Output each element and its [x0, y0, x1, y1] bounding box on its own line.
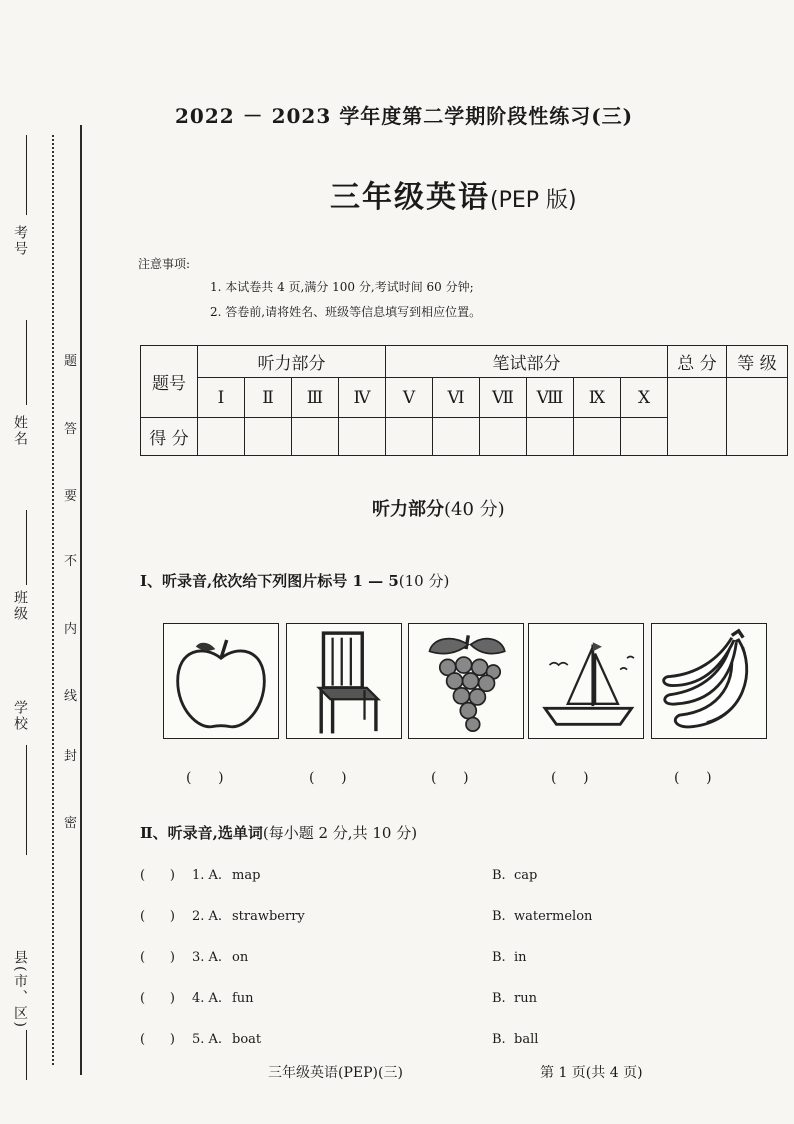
total-score-cell[interactable] — [668, 378, 727, 456]
q2-points: (每小题 2 分,共 10 分) — [262, 824, 418, 842]
score-cell[interactable] — [574, 418, 621, 456]
item-number: 3. A. — [192, 950, 223, 965]
answer-paren[interactable]: ( ) — [140, 950, 175, 965]
option-b-label: B. — [492, 950, 506, 965]
score-cell[interactable] — [433, 418, 480, 456]
q1-heading-text: Ⅰ、听录音,依次给下列图片标号 1 — 5 — [140, 572, 399, 590]
name-label: 姓名 — [12, 415, 28, 447]
seal-char: 密 — [64, 816, 78, 831]
grade-cell[interactable] — [727, 378, 788, 456]
answer-blank[interactable]: ( ) — [186, 770, 224, 786]
col-header: Ⅶ — [480, 378, 527, 418]
seal-char: 要 — [64, 489, 78, 504]
apple-icon — [163, 623, 279, 739]
col-header: Ⅷ — [527, 378, 574, 418]
row-label-number: 题号 — [141, 346, 198, 418]
answer-blank[interactable]: ( ) — [309, 770, 347, 786]
school-blank[interactable] — [26, 745, 27, 855]
footer-title: 三年级英语(PEP)(三) — [268, 1065, 403, 1081]
item-number: 1. A. — [192, 868, 223, 883]
option-a: boat — [232, 1032, 262, 1047]
score-cell[interactable] — [245, 418, 292, 456]
option-b: ball — [514, 1032, 539, 1047]
option-b: watermelon — [514, 909, 593, 924]
col-header: Ⅸ — [574, 378, 621, 418]
notes-heading: 注意事项: — [138, 257, 191, 271]
subtitle-main: 三年级英语 — [330, 180, 490, 215]
item-number: 5. A. — [192, 1032, 223, 1047]
seal-char: 封 — [64, 749, 78, 764]
grade-header: 等 级 — [727, 346, 788, 378]
col-header: Ⅹ — [621, 378, 668, 418]
answer-paren[interactable]: ( ) — [140, 991, 175, 1006]
school-label: 学校 — [12, 700, 28, 732]
score-cell[interactable] — [480, 418, 527, 456]
group-writing: 笔试部分 — [386, 346, 668, 378]
chair-icon — [286, 623, 402, 739]
listening-title: 听力部分 — [372, 499, 444, 520]
answer-blank[interactable]: ( ) — [674, 770, 712, 786]
county-blank[interactable] — [26, 1030, 27, 1080]
listening-section-title — [372, 495, 505, 521]
name-blank[interactable] — [26, 320, 27, 405]
choice-item — [140, 909, 600, 929]
class-label: 班级 — [12, 590, 28, 622]
seal-dotted-line — [52, 135, 54, 1065]
option-b: run — [514, 991, 537, 1006]
item-number: 4. A. — [192, 991, 223, 1006]
seal-char: 不 — [64, 554, 78, 569]
seal-char: 答 — [64, 422, 78, 437]
score-cell[interactable] — [198, 418, 245, 456]
boat-icon — [528, 623, 644, 739]
exam-subtitle — [330, 172, 577, 216]
seal-char: 题 — [64, 354, 78, 369]
group-listening: 听力部分 — [198, 346, 386, 378]
option-b-label: B. — [492, 868, 506, 883]
choice-item — [140, 991, 600, 1011]
seal-char: 线 — [64, 689, 78, 704]
answer-paren[interactable]: ( ) — [140, 1032, 175, 1047]
q1-points: (10 分) — [398, 572, 450, 590]
page-number: 第 1 页(共 4 页) — [540, 1065, 643, 1081]
score-cell[interactable] — [386, 418, 433, 456]
item-number: 2. A. — [192, 909, 223, 924]
option-a: strawberry — [232, 909, 305, 924]
choice-item — [140, 868, 600, 888]
total-header: 总 分 — [668, 346, 727, 378]
option-a: map — [232, 868, 261, 883]
col-header: Ⅲ — [292, 378, 339, 418]
score-cell[interactable] — [292, 418, 339, 456]
exam-number-label: 考号 — [12, 225, 28, 257]
class-blank[interactable] — [26, 510, 27, 585]
choice-item — [140, 950, 600, 970]
exam-title: 2022 － 2023 学年度第二学期阶段性练习(三) — [175, 104, 634, 128]
county-label: 县(市、区) — [12, 950, 28, 1029]
exam-number-blank[interactable] — [26, 135, 27, 215]
bananas-icon — [651, 623, 767, 739]
note-item: 1. 本试卷共 4 页,满分 100 分,考试时间 60 分钟; — [210, 280, 474, 294]
score-table — [140, 345, 788, 456]
col-header: Ⅰ — [198, 378, 245, 418]
option-b-label: B. — [492, 1032, 506, 1047]
col-header: Ⅱ — [245, 378, 292, 418]
col-header: Ⅳ — [339, 378, 386, 418]
option-b-label: B. — [492, 909, 506, 924]
listening-points: (40 分) — [444, 499, 505, 520]
option-a: fun — [232, 991, 254, 1006]
seal-char: 内 — [64, 622, 78, 637]
option-a: on — [232, 950, 249, 965]
option-b: cap — [514, 868, 538, 883]
q2-heading-text: Ⅱ、听录音,选单词 — [140, 824, 263, 842]
binding-solid-line — [80, 125, 82, 1075]
answer-blank[interactable]: ( ) — [551, 770, 589, 786]
option-b: in — [514, 950, 527, 965]
score-cell[interactable] — [621, 418, 668, 456]
note-item: 2. 答卷前,请将姓名、班级等信息填写到相应位置。 — [210, 305, 482, 319]
answer-blank[interactable]: ( ) — [431, 770, 469, 786]
choice-item — [140, 1032, 600, 1052]
answer-paren[interactable]: ( ) — [140, 868, 175, 883]
col-header: Ⅴ — [386, 378, 433, 418]
option-b-label: B. — [492, 991, 506, 1006]
score-cell[interactable] — [527, 418, 574, 456]
answer-paren[interactable]: ( ) — [140, 909, 175, 924]
score-cell[interactable] — [339, 418, 386, 456]
grapes-icon — [408, 623, 524, 739]
q2-heading — [140, 822, 417, 843]
subtitle-edition: (PEP 版) — [490, 188, 577, 213]
col-header: Ⅵ — [433, 378, 480, 418]
q1-heading — [140, 570, 449, 591]
row-label-score: 得 分 — [141, 418, 198, 456]
